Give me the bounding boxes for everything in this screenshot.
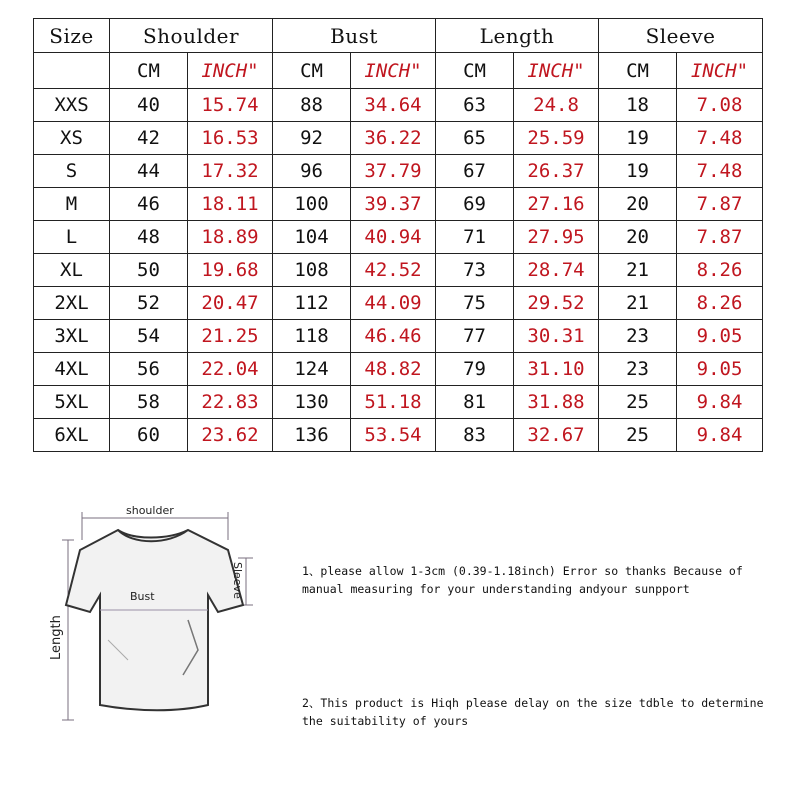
size-cell: L <box>34 221 110 254</box>
size-cell: 6XL <box>34 419 110 452</box>
size-cell: 4XL <box>34 353 110 386</box>
inch-cell: 22.83 <box>188 386 273 419</box>
cm-cell: 79 <box>436 353 514 386</box>
header-sleeve: Sleeve <box>599 19 763 53</box>
cm-cell: 92 <box>273 122 351 155</box>
table-row <box>34 89 763 122</box>
cm-cell: 65 <box>436 122 514 155</box>
inch-cell: 36.22 <box>351 122 436 155</box>
header-shoulder: Shoulder <box>110 19 273 53</box>
inch-cell: 7.87 <box>677 221 763 254</box>
inch-cell: 9.05 <box>677 353 763 386</box>
table-row <box>34 287 763 320</box>
size-cell: M <box>34 188 110 221</box>
cm-cell: 25 <box>599 386 677 419</box>
cm-cell: 52 <box>110 287 188 320</box>
inch-cell: 53.54 <box>351 419 436 452</box>
cm-cell: 48 <box>110 221 188 254</box>
unit-cm: CM <box>599 53 677 89</box>
cm-cell: 23 <box>599 320 677 353</box>
cm-cell: 19 <box>599 155 677 188</box>
unit-empty <box>34 53 110 89</box>
inch-cell: 20.47 <box>188 287 273 320</box>
header-length: Length <box>436 19 599 53</box>
unit-cm: CM <box>273 53 351 89</box>
inch-cell: 17.32 <box>188 155 273 188</box>
unit-inch: INCH" <box>677 53 763 89</box>
inch-cell: 29.52 <box>514 287 599 320</box>
size-chart-table <box>33 18 763 452</box>
cm-cell: 56 <box>110 353 188 386</box>
table-row <box>34 122 763 155</box>
table-row <box>34 353 763 386</box>
inch-cell: 34.64 <box>351 89 436 122</box>
size-cell: XXS <box>34 89 110 122</box>
note-size-table: 2、This product is Hiqh please delay on the size tdble to determine the suitability of yours <box>302 696 764 728</box>
inch-cell: 9.84 <box>677 386 763 419</box>
cm-cell: 18 <box>599 89 677 122</box>
cm-cell: 44 <box>110 155 188 188</box>
size-cell: S <box>34 155 110 188</box>
inch-cell: 21.25 <box>188 320 273 353</box>
inch-cell: 31.10 <box>514 353 599 386</box>
cm-cell: 81 <box>436 386 514 419</box>
inch-cell: 30.31 <box>514 320 599 353</box>
inch-cell: 7.08 <box>677 89 763 122</box>
cm-cell: 83 <box>436 419 514 452</box>
inch-cell: 39.37 <box>351 188 436 221</box>
cm-cell: 75 <box>436 287 514 320</box>
table-row <box>34 188 763 221</box>
inch-cell: 44.09 <box>351 287 436 320</box>
inch-cell: 8.26 <box>677 254 763 287</box>
cm-cell: 20 <box>599 188 677 221</box>
inch-cell: 24.8 <box>514 89 599 122</box>
cm-cell: 136 <box>273 419 351 452</box>
cm-cell: 77 <box>436 320 514 353</box>
inch-cell: 22.04 <box>188 353 273 386</box>
inch-cell: 27.95 <box>514 221 599 254</box>
size-cell: 5XL <box>34 386 110 419</box>
inch-cell: 9.05 <box>677 320 763 353</box>
cm-cell: 50 <box>110 254 188 287</box>
cm-cell: 108 <box>273 254 351 287</box>
table-row <box>34 155 763 188</box>
inch-cell: 31.88 <box>514 386 599 419</box>
inch-cell: 37.79 <box>351 155 436 188</box>
table-row <box>34 221 763 254</box>
unit-cm: CM <box>110 53 188 89</box>
size-cell: XS <box>34 122 110 155</box>
cm-cell: 69 <box>436 188 514 221</box>
inch-cell: 51.18 <box>351 386 436 419</box>
inch-cell: 25.59 <box>514 122 599 155</box>
cm-cell: 112 <box>273 287 351 320</box>
cm-cell: 20 <box>599 221 677 254</box>
inch-cell: 7.48 <box>677 155 763 188</box>
unit-inch: INCH" <box>188 53 273 89</box>
inch-cell: 26.37 <box>514 155 599 188</box>
cm-cell: 21 <box>599 287 677 320</box>
size-cell: 3XL <box>34 320 110 353</box>
cm-cell: 40 <box>110 89 188 122</box>
inch-cell: 9.84 <box>677 419 763 452</box>
inch-cell: 23.62 <box>188 419 273 452</box>
cm-cell: 96 <box>273 155 351 188</box>
header-size: Size <box>34 19 110 53</box>
table-row <box>34 386 763 419</box>
inch-cell: 42.52 <box>351 254 436 287</box>
sleeve-label: Sleeve <box>231 562 244 599</box>
inch-cell: 8.26 <box>677 287 763 320</box>
tshirt-icon <box>66 530 243 710</box>
unit-cm: CM <box>436 53 514 89</box>
inch-cell: 7.48 <box>677 122 763 155</box>
cm-cell: 88 <box>273 89 351 122</box>
tshirt-measurement-diagram <box>38 500 278 790</box>
header-bust: Bust <box>273 19 436 53</box>
inch-cell: 15.74 <box>188 89 273 122</box>
inch-cell: 7.87 <box>677 188 763 221</box>
cm-cell: 46 <box>110 188 188 221</box>
cm-cell: 60 <box>110 419 188 452</box>
bust-label: Bust <box>130 590 155 603</box>
cm-cell: 73 <box>436 254 514 287</box>
inch-cell: 16.53 <box>188 122 273 155</box>
cm-cell: 63 <box>436 89 514 122</box>
cm-cell: 104 <box>273 221 351 254</box>
table-row <box>34 419 763 452</box>
inch-cell: 27.16 <box>514 188 599 221</box>
inch-cell: 28.74 <box>514 254 599 287</box>
cm-cell: 19 <box>599 122 677 155</box>
header-row <box>34 19 763 53</box>
table-row <box>34 320 763 353</box>
inch-cell: 32.67 <box>514 419 599 452</box>
unit-inch: INCH" <box>351 53 436 89</box>
table-row <box>34 254 763 287</box>
cm-cell: 71 <box>436 221 514 254</box>
cm-cell: 54 <box>110 320 188 353</box>
size-cell: 2XL <box>34 287 110 320</box>
cm-cell: 58 <box>110 386 188 419</box>
cm-cell: 130 <box>273 386 351 419</box>
inch-cell: 46.46 <box>351 320 436 353</box>
cm-cell: 25 <box>599 419 677 452</box>
shoulder-label: shoulder <box>126 504 174 517</box>
inch-cell: 18.89 <box>188 221 273 254</box>
inch-cell: 19.68 <box>188 254 273 287</box>
inch-cell: 18.11 <box>188 188 273 221</box>
cm-cell: 67 <box>436 155 514 188</box>
cm-cell: 100 <box>273 188 351 221</box>
unit-row <box>34 53 763 89</box>
cm-cell: 124 <box>273 353 351 386</box>
size-cell: XL <box>34 254 110 287</box>
inch-cell: 48.82 <box>351 353 436 386</box>
length-label: Length <box>49 615 64 660</box>
inch-cell: 40.94 <box>351 221 436 254</box>
cm-cell: 42 <box>110 122 188 155</box>
cm-cell: 23 <box>599 353 677 386</box>
cm-cell: 118 <box>273 320 351 353</box>
cm-cell: 21 <box>599 254 677 287</box>
unit-inch: INCH" <box>514 53 599 89</box>
note-error-tolerance: 1、please allow 1-3cm (0.39-1.18inch) Error so thanks Because of manual measuring for your understanding andyour sunpport <box>302 564 743 596</box>
